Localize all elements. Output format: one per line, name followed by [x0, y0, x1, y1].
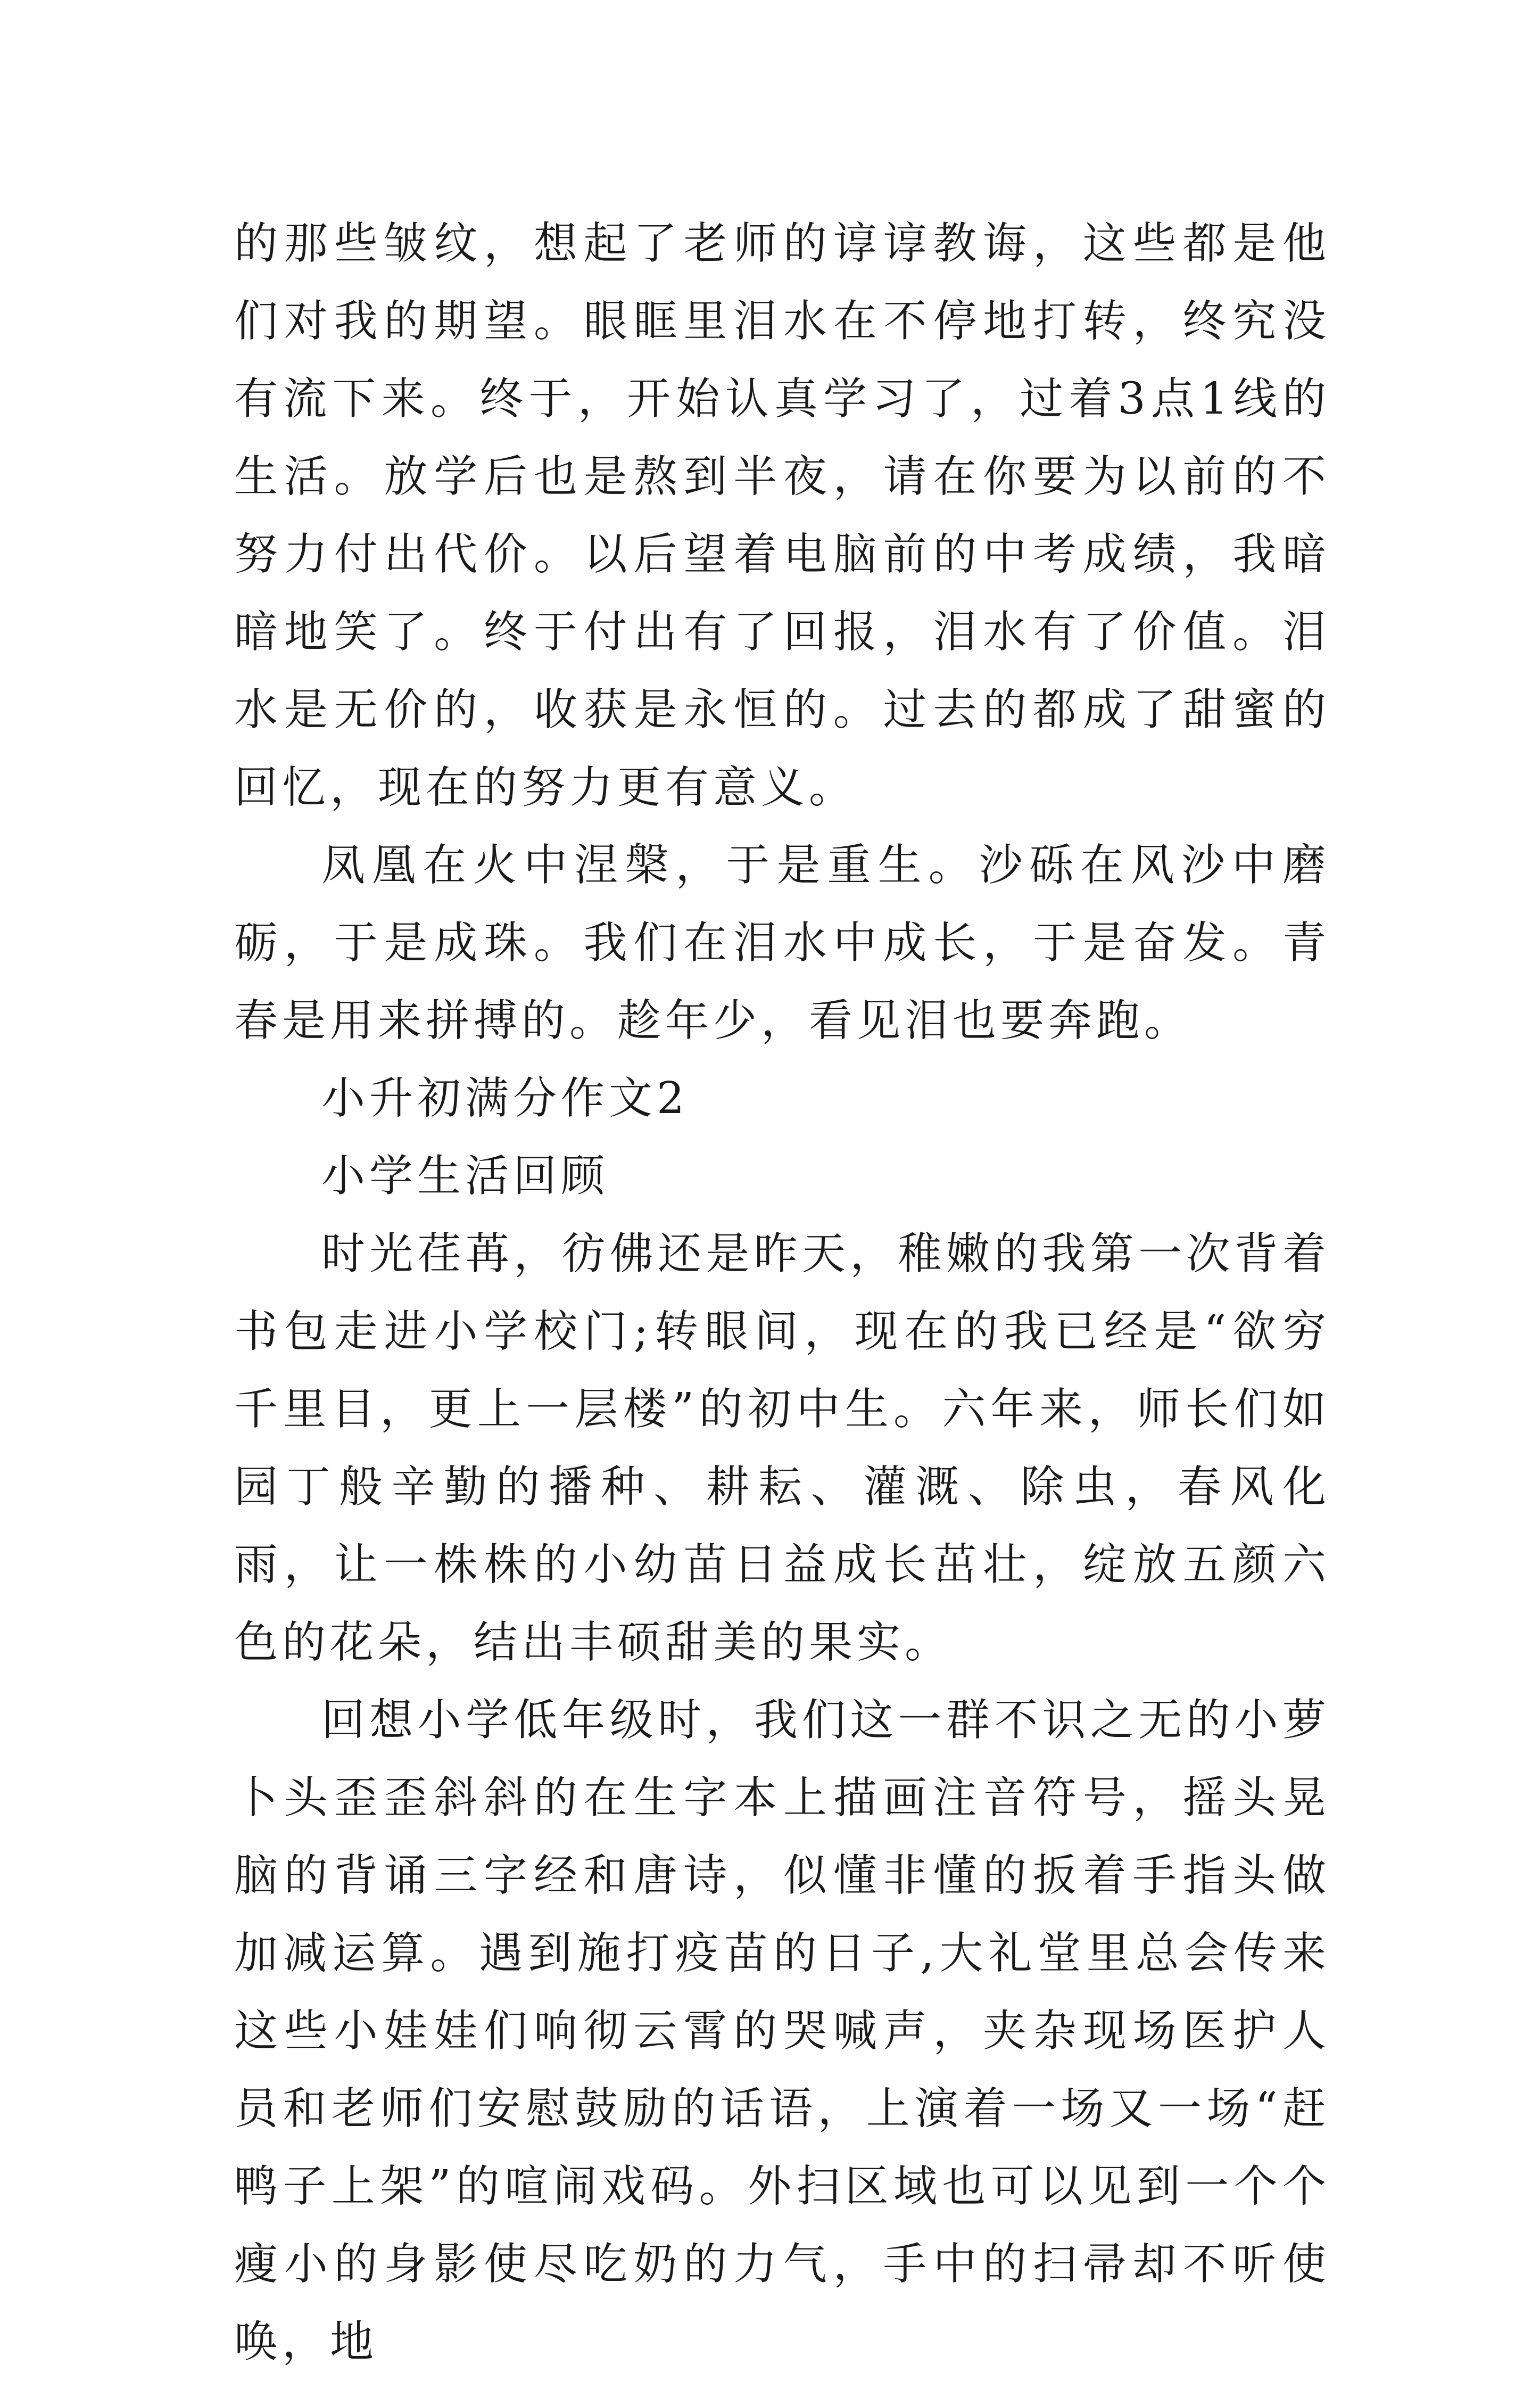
paragraph: 时光荏苒，彷佛还是昨天，稚嫩的我第一次背着书包走进小学校门;转眼间，现在的我已经是“欲穷千里目，更上一层楼”的初中生。六年来，师长们如园丁般辛勤的播种、耕耘、灌溉、除虫，春风化雨，让一株株的小幼苗日益成长茁壮，绽放五颜六色的花朵，结出丰硕甜美的果实。: [234, 1229, 1330, 1668]
essay-heading: 小升初满分作文2: [321, 1073, 689, 1124]
document-body: [234, 205, 1330, 2381]
paragraph-continued: 的那些皱纹，想起了老师的谆谆教诲，这些都是他们对我的期望。眼眶里泪水在不停地打转，终究没有流下来。终于，开始认真学习了，过着3点1线的生活。放学后也是熬到半夜，请在你要为以前的不努力付出代价。以后望着电脑前的中考成绩，我暗暗地笑了。终于付出有了回报，泪水有了价值。泪水是无价的，收获是永恒的。过去的都成了甜蜜的回忆，现在的努力更有意义。: [234, 218, 1330, 813]
essay-title: 小学生活回顾: [321, 1151, 609, 1201]
paragraph: 凤凰在火中涅槃，于是重生。沙砾在风沙中磨砺，于是成珠。我们在泪水中成长，于是奋发。青春是用来拼搏的。趁年少，看见泪也要奔跑。: [234, 840, 1330, 1046]
paragraph: 回想小学低年级时，我们这一群不识之无的小萝卜头歪歪斜斜的在生字本上描画注音符号，摇头晃脑的背诵三字经和唐诗，似懂非懂的扳着手指头做加减运算。遇到施打疫苗的日子,大礼堂里总会传来这些小娃娃们响彻云霄的哭喊声，夹杂现场医护人员和老师们安慰鼓励的话语，上演着一场又一场“赶鸭子上架”的喧闹戏码。外扫区域也可以见到一个个瘦小的身影使尽吃奶的力气，手中的扫帚却不听使唤，地: [234, 1695, 1330, 2367]
